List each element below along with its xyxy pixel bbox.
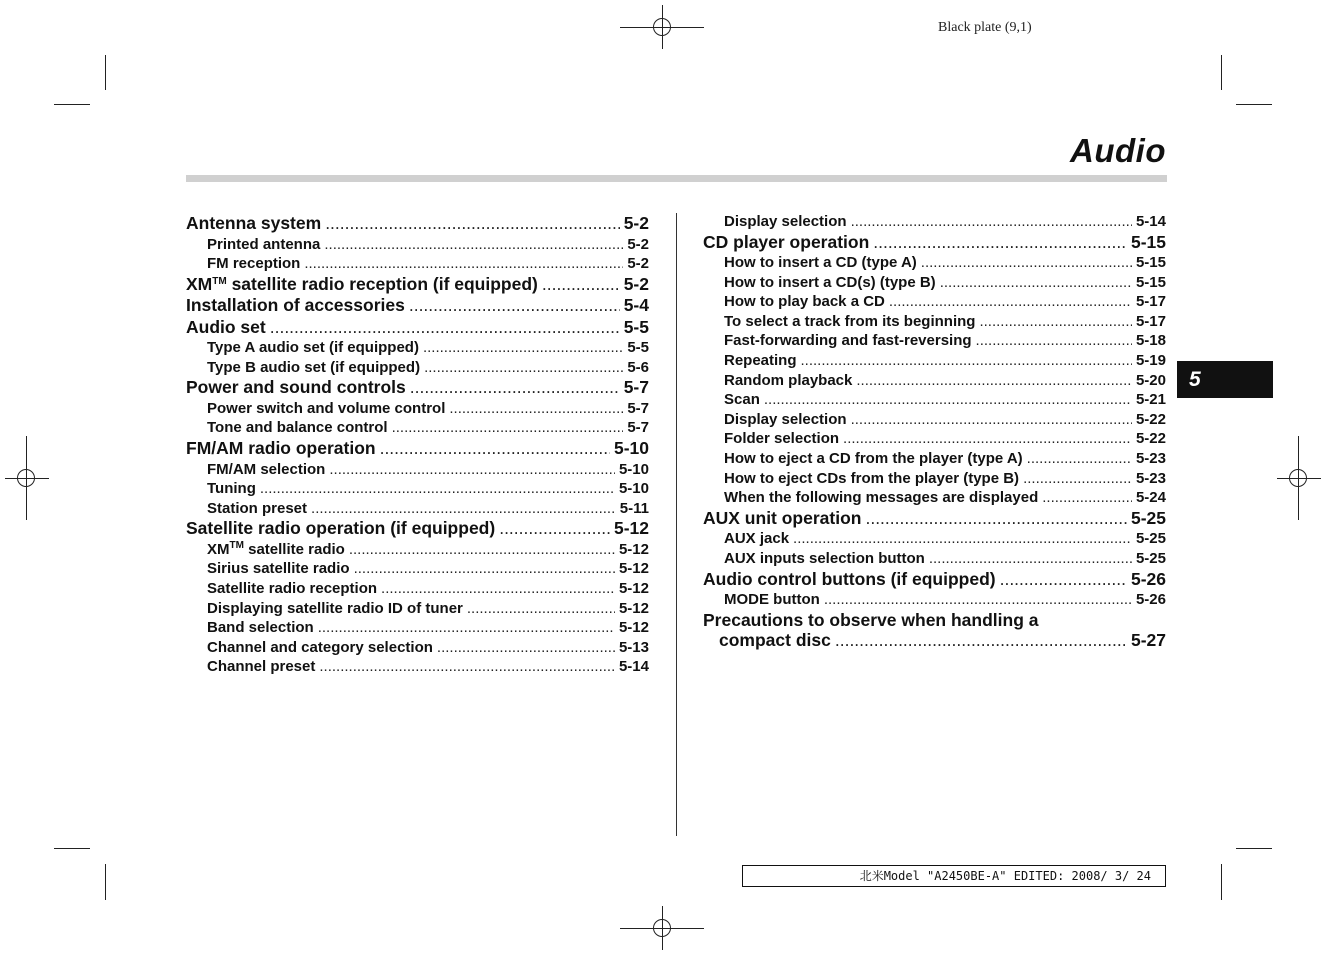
toc-entry-label (186, 377, 406, 398)
toc-entry-minor (186, 540, 649, 560)
toc-left-column (186, 213, 649, 677)
toc-entry-page: 5-7 (627, 419, 649, 437)
toc-leader-dots (851, 410, 1132, 430)
toc-entry-page: 5-14 (1135, 213, 1166, 230)
toc-entry-minor (186, 599, 649, 619)
toc-entry-minor (186, 399, 649, 419)
toc-leader-dots (499, 518, 610, 539)
toc-entry-label (186, 317, 266, 338)
toc-entry-page: 5-15 (1130, 231, 1166, 252)
toc-entry-label (703, 569, 996, 590)
toc-leader-dots (449, 399, 623, 419)
toc-leader-dots (424, 358, 623, 378)
toc-entry-label (724, 429, 839, 449)
toc-entry-page: 5-22 (1135, 430, 1166, 448)
toc-entry-minor (703, 590, 1166, 610)
toc-entry-major (186, 213, 649, 234)
title-rule (186, 175, 1167, 182)
toc-entry-page: 5-15 (1135, 273, 1166, 291)
toc-entry-minor (186, 479, 649, 499)
toc-entry-minor (186, 418, 649, 438)
toc-entry-label (186, 213, 321, 234)
toc-entry-label (724, 449, 1023, 469)
plate-label: Black plate (9,1) (938, 20, 1032, 35)
toc-entry-label (207, 618, 314, 638)
toc-entry-page: 5-20 (1135, 371, 1166, 389)
toc-entry-label (207, 235, 320, 255)
toc-entry-label (703, 232, 869, 253)
toc-entry-label-text: Power switch and volume control (207, 399, 446, 417)
toc-entry-page: 5-24 (1135, 489, 1166, 507)
toc-entry-page: 5-10 (613, 438, 649, 459)
toc-leader-dots (764, 390, 1132, 410)
toc-entry-label-text: Type B audio set (if equipped) (207, 358, 421, 376)
toc-entry-page: 5-23 (1135, 450, 1166, 468)
toc-entry-label (703, 508, 861, 529)
toc-leader-dots (793, 529, 1132, 549)
toc-leader-dots (1023, 469, 1132, 489)
toc-entry-minor (703, 292, 1166, 312)
toc-entry-page: 5-27 (1130, 629, 1166, 650)
toc-entry-page: 5-2 (627, 255, 649, 273)
toc-entry-label (724, 390, 760, 410)
toc-entry-label-text: Printed antenna (207, 235, 321, 253)
toc-entry-page: 5-25 (1135, 549, 1166, 567)
toc-entry-minor (703, 273, 1166, 293)
toc-leader-dots (940, 273, 1132, 293)
toc-entry-page: 5-5 (627, 339, 649, 357)
toc-entry-label (724, 331, 972, 351)
toc-entry-label-rest: satellite radio reception (if equipped) (226, 273, 538, 294)
toc-entry-label-text: CD player operation (703, 231, 870, 252)
toc-entry-label (207, 579, 377, 599)
toc-entry-label-text: Tone and balance control (207, 419, 388, 437)
toc-entry-label (207, 254, 300, 274)
toc-entry-label-text: AUX unit operation (703, 507, 862, 528)
toc-entry-minor (186, 618, 649, 638)
toc-leader-dots (801, 351, 1132, 371)
toc-entry-label-text: AUX inputs selection button (724, 549, 925, 567)
toc-entry-label-text: Displaying satellite radio ID of tuner (207, 599, 463, 617)
toc-entry-label-text: When the following messages are displayed (724, 489, 1039, 507)
toc-entry-label-text: Sirius satellite radio (207, 560, 350, 578)
toc-leader-dots (324, 235, 623, 255)
toc-entry-minor (703, 488, 1166, 508)
toc-entry-label (207, 499, 307, 519)
toc-entry-minor (703, 253, 1166, 273)
toc-entry-label-text: Station preset (207, 499, 308, 517)
footer-edit-stamp: 北米Model "A2450BE-A" EDITED: 2008/ 3/ 24 (742, 865, 1166, 887)
toc-entry-label (724, 410, 847, 430)
toc-leader-dots (873, 232, 1127, 253)
toc-entry-page: 5-7 (627, 399, 649, 417)
toc-entry-minor (703, 212, 1166, 232)
toc-entry-label (207, 540, 345, 560)
toc-entry-minor (703, 549, 1166, 569)
toc-entry-page: 5-2 (623, 273, 649, 294)
chapter-tab: 5 (1177, 361, 1273, 398)
toc-entry-minor (703, 429, 1166, 449)
toc-entry-label-text: FM/AM selection (207, 460, 326, 478)
toc-entry-label (186, 274, 538, 295)
toc-entry-page: 5-4 (623, 295, 649, 316)
toc-entry-page: 5-5 (623, 316, 649, 337)
toc-entry-label (207, 599, 463, 619)
toc-entry-minor (186, 338, 649, 358)
toc-entry-label-text: Channel preset (207, 658, 316, 676)
toc-leader-dots (979, 312, 1132, 332)
toc-entry-page: 5-17 (1135, 312, 1166, 330)
toc-entry-page: 5-12 (618, 580, 649, 598)
toc-entry-label-text: Power and sound controls (186, 377, 406, 398)
toc-entry-major (186, 377, 649, 398)
toc-leader-dots (325, 213, 620, 234)
toc-entry-label (724, 488, 1038, 508)
toc-entry-page: 5-12 (618, 560, 649, 578)
toc-entry-label-text: Display selection (724, 410, 847, 428)
toc-entry-page: 5-13 (618, 638, 649, 656)
toc-entry-label-text: How to play back a CD (724, 293, 885, 311)
toc-entry-label (207, 559, 350, 579)
toc-entry-label-text: Scan (724, 391, 760, 409)
toc-entry-label-text: Type A audio set (if equipped) (207, 339, 419, 357)
toc-leader-dots (409, 295, 620, 316)
toc-entry-minor (703, 371, 1166, 391)
toc-entry-major (186, 317, 649, 338)
toc-entry-label-text: Installation of accessories (186, 295, 405, 316)
toc-entry-label (724, 549, 925, 569)
toc-entry-page: 5-7 (623, 377, 649, 398)
toc-entry-label (724, 292, 885, 312)
toc-entry-minor (703, 312, 1166, 332)
toc-entry-label-text: Satellite radio operation (if equipped) (186, 518, 496, 539)
toc-entry-label (186, 518, 495, 539)
toc-entry-label (724, 469, 1019, 489)
toc-entry-label (724, 351, 797, 371)
toc-leader-dots (423, 338, 623, 358)
toc-entry-page: 5-15 (1135, 254, 1166, 272)
toc-entry-page: 5-12 (618, 540, 649, 558)
toc-entry-page: 5-14 (618, 658, 649, 676)
toc-entry-label-text: Display selection (724, 213, 847, 230)
toc-entry-page: 5-21 (1135, 391, 1166, 409)
toc-leader-dots (856, 371, 1132, 391)
toc-entry-label (186, 438, 376, 459)
toc-leader-dots (318, 618, 615, 638)
toc-entry-minor (186, 358, 649, 378)
toc-entry-minor (186, 499, 649, 519)
toc-entry-label (207, 657, 315, 677)
toc-leader-dots (260, 479, 615, 499)
toc-entry-minor (186, 460, 649, 480)
toc-entry-page: 5-23 (1135, 469, 1166, 487)
toc-leader-dots (329, 460, 615, 480)
toc-leader-dots (410, 377, 620, 398)
toc-leader-dots (542, 274, 620, 295)
toc-entry-label-text: Repeating (724, 352, 797, 370)
toc-leader-dots (319, 657, 615, 677)
toc-entry-label-text: MODE button (724, 591, 820, 608)
toc-entry-label-text: How to insert a CD (type A) (724, 254, 917, 272)
toc-entry-label (724, 371, 852, 391)
toc-entry-label-text: Fast-forwarding and fast-reversing (724, 332, 972, 350)
toc-entry-major (703, 569, 1166, 590)
toc-leader-dots (1027, 449, 1132, 469)
toc-entry-label-text: Random playback (724, 371, 853, 389)
toc-entry-label (207, 418, 388, 438)
toc-entry-major (186, 518, 649, 539)
column-divider (676, 213, 677, 836)
toc-entry-major (186, 438, 649, 459)
toc-entry-label-text: AUX jack (724, 530, 790, 548)
toc-entry-label (207, 358, 420, 378)
toc-leader-dots (851, 212, 1132, 232)
toc-entry-label-text: Satellite radio reception (207, 580, 378, 598)
toc-leader-dots (380, 438, 610, 459)
toc-entry-page: 5-26 (1135, 591, 1166, 608)
toc-entry-label-text: XM (207, 540, 230, 558)
toc-entry-label-text: How to eject a CD from the player (type A) (724, 450, 1023, 468)
toc-leader-dots (824, 590, 1132, 610)
toc-entry-label-text: Folder selection (724, 430, 840, 448)
toc-leader-dots (354, 559, 615, 579)
toc-entry-minor (186, 559, 649, 579)
toc-entry-label (724, 590, 820, 610)
toc-entry-page: 5-10 (618, 460, 649, 478)
toc-entry-minor (703, 529, 1166, 549)
toc-entry-page: 5-11 (619, 499, 649, 517)
toc-entry-page: 5-25 (1130, 507, 1166, 528)
toc-entry-minor (703, 331, 1166, 351)
toc-leader-dots (392, 418, 624, 438)
toc-entry-label (724, 212, 847, 232)
toc-leader-dots (835, 630, 1127, 651)
toc-entry-label (724, 312, 975, 332)
toc-leader-dots (381, 579, 615, 599)
toc-entry-page: 5-12 (618, 599, 649, 617)
toc-entry-label-text: Band selection (207, 619, 314, 637)
toc-entry-minor (703, 351, 1166, 371)
toc-leader-dots (929, 549, 1132, 569)
toc-entry-label-text: XM (186, 273, 213, 294)
toc-leader-dots (921, 253, 1132, 273)
toc-right-column (703, 212, 1166, 651)
toc-leader-dots (889, 292, 1132, 312)
toc-entry-page: 5-26 (1130, 568, 1166, 589)
toc-leader-dots (843, 429, 1132, 449)
toc-entry-label (207, 399, 445, 419)
toc-entry-page: 5-6 (627, 358, 649, 376)
toc-entry-label-text: Tuning (207, 480, 256, 498)
toc-entry-label-text: FM reception (207, 255, 301, 273)
toc-entry-line (703, 630, 1166, 651)
toc-leader-dots (467, 599, 615, 619)
toc-entry-label (207, 338, 419, 358)
toc-entry-page: 5-19 (1135, 352, 1166, 370)
toc-entry-minor (186, 657, 649, 677)
toc-leader-dots (976, 331, 1132, 351)
toc-entry-label (724, 253, 917, 273)
toc-entry-label-cont: compact disc (719, 629, 831, 650)
page-title: Audio (1070, 132, 1166, 169)
toc-entry-label (207, 460, 325, 480)
toc-entry-page: 5-25 (1135, 530, 1166, 548)
toc-entry-minor (186, 235, 649, 255)
toc-entry-major (703, 610, 1166, 651)
toc-entry-page: 5-17 (1135, 293, 1166, 311)
toc-entry-label-text: How to eject CDs from the player (type B) (724, 469, 1020, 487)
toc-entry-minor (703, 390, 1166, 410)
toc-leader-dots (349, 540, 615, 560)
toc-leader-dots (304, 254, 623, 274)
toc-entry-page: 5-22 (1135, 410, 1166, 428)
toc-leader-dots (437, 638, 615, 658)
toc-entry-label-text: Audio control buttons (if equipped) (703, 568, 996, 589)
trademark-superscript: TM (229, 539, 244, 551)
toc-entry-label: Precautions to observe when handling a (703, 609, 1039, 630)
toc-entry-page: 5-2 (627, 235, 649, 253)
toc-entry-label-text: FM/AM radio operation (186, 438, 376, 459)
toc-entry-label (207, 479, 256, 499)
toc-entry-label (724, 273, 936, 293)
toc-entry-minor (186, 254, 649, 274)
toc-entry-minor (703, 469, 1166, 489)
toc-leader-dots (311, 499, 616, 519)
toc-entry-minor (186, 638, 649, 658)
toc-entry-label-text: Audio set (186, 316, 266, 337)
toc-entry-label (186, 295, 405, 316)
toc-entry-major (703, 232, 1166, 253)
toc-entry-page: 5-12 (618, 619, 649, 637)
toc-entry-major (186, 295, 649, 316)
toc-entry-label-text: Antenna system (186, 213, 322, 233)
toc-entry-minor (703, 410, 1166, 430)
toc-entry-major (186, 274, 649, 295)
toc-entry-label-text: How to insert a CD(s) (type B) (724, 273, 936, 291)
toc-entry-minor (186, 579, 649, 599)
toc-entry-label (207, 638, 433, 658)
toc-entry-label (724, 529, 789, 549)
toc-entry-label-text: To select a track from its beginning (724, 312, 976, 330)
toc-entry-page: 5-12 (613, 518, 649, 539)
toc-entry-page: 5-18 (1135, 332, 1166, 350)
toc-leader-dots (1042, 488, 1132, 508)
toc-leader-dots (270, 317, 620, 338)
toc-entry-label-text: Channel and category selection (207, 638, 433, 656)
toc-entry-page: 5-2 (623, 213, 649, 233)
toc-leader-dots (1000, 569, 1127, 590)
toc-entry-major (703, 508, 1166, 529)
toc-leader-dots (865, 508, 1127, 529)
trademark-superscript: TM (212, 275, 227, 287)
toc-entry-label-rest: satellite radio (243, 540, 345, 558)
toc-entry-page: 5-10 (618, 480, 649, 498)
toc-entry-minor (703, 449, 1166, 469)
